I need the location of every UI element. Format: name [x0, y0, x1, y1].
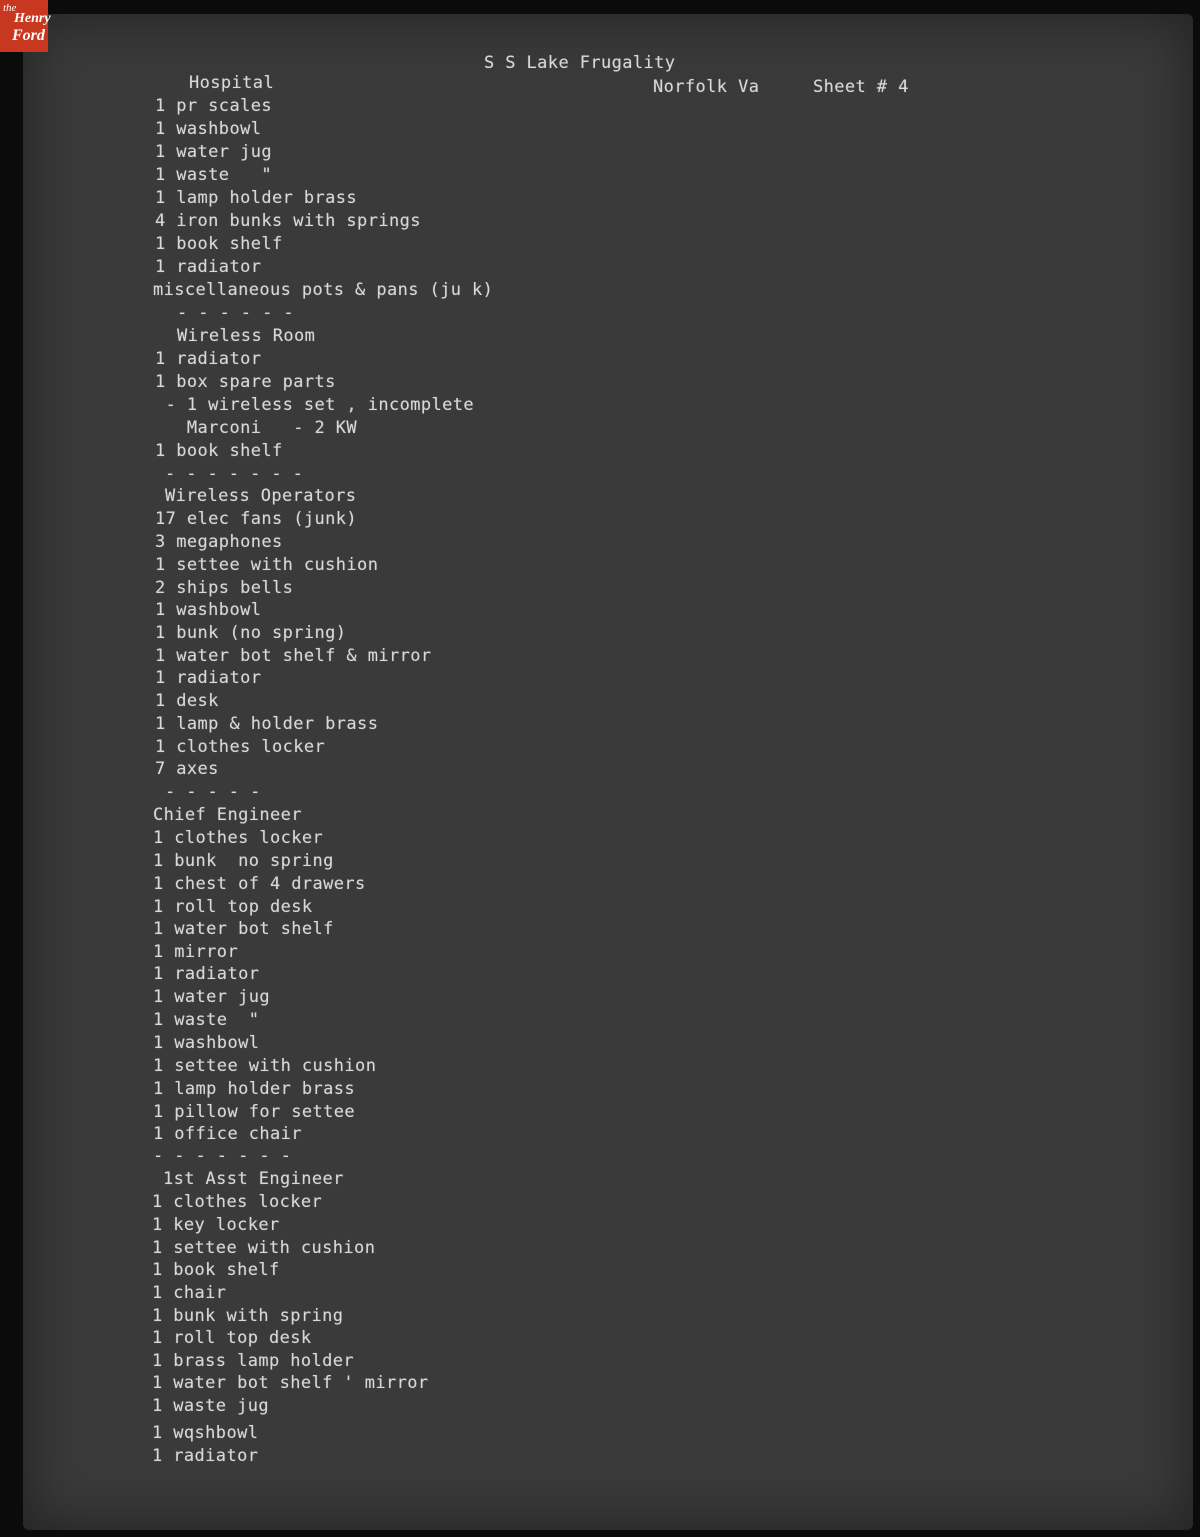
inventory-item: 1 waste " — [153, 1010, 260, 1030]
inventory-item: 1 radiator — [155, 257, 262, 277]
inventory-item: 1 washbowl — [153, 1033, 260, 1053]
inventory-item: 1 key locker — [152, 1215, 280, 1235]
inventory-item: 1 pr scales — [155, 96, 272, 116]
inventory-item: 1 washbowl — [155, 600, 262, 620]
inventory-item: 1 book shelf — [152, 1260, 280, 1280]
inventory-item: 1 bunk (no spring) — [155, 623, 347, 643]
inventory-item: 1 roll top desk — [153, 897, 313, 917]
section-heading: Wireless Room — [177, 326, 316, 346]
henry-ford-logo — [0, 0, 51, 52]
inventory-item: 1 chair — [152, 1283, 227, 1303]
inventory-item: 4 iron bunks with springs — [155, 211, 421, 231]
inventory-item: 1 clothes locker — [152, 1192, 323, 1212]
inventory-item: 1 water jug — [153, 987, 270, 1007]
inventory-item: 7 axes — [155, 759, 219, 779]
inventory-item: 1 water bot shelf ' mirror — [152, 1373, 429, 1393]
inventory-item: 1 bunk with spring — [152, 1306, 344, 1326]
inventory-item: 1 mirror — [153, 942, 239, 962]
inventory-item: 1 brass lamp holder — [152, 1351, 355, 1371]
inventory-item: 1 settee with cushion — [153, 1056, 377, 1076]
inventory-item: 1 pillow for settee — [153, 1102, 356, 1122]
inventory-item: 1 water bot shelf & mirror — [155, 646, 432, 666]
inventory-item: 1 box spare parts — [155, 372, 336, 392]
inventory-item: 1 radiator — [155, 668, 262, 688]
inventory-item: 1 water jug — [155, 142, 272, 162]
section-heading: Hospital — [189, 73, 275, 93]
section-divider: - - - - - - — [177, 303, 294, 323]
inventory-item: 1 wqshbowl — [152, 1423, 259, 1443]
section-divider: - - - - - - - — [165, 464, 304, 484]
inventory-item: 1 book shelf — [155, 441, 283, 461]
inventory-item: 1 settee with cushion — [155, 555, 379, 575]
inventory-item: 1 clothes locker — [153, 828, 324, 848]
section-heading: 1st Asst Engineer — [163, 1169, 344, 1189]
sheet-number: Sheet # 4 — [813, 77, 909, 97]
inventory-item: 1 radiator — [153, 964, 260, 984]
location-label: Norfolk Va — [653, 77, 760, 97]
inventory-item: 1 clothes locker — [155, 737, 326, 757]
inventory-item: 1 settee with cushion — [152, 1238, 376, 1258]
inventory-item: 1 waste jug — [152, 1396, 269, 1416]
inventory-item: 1 book shelf — [155, 234, 283, 254]
inventory-item: 1 radiator — [155, 349, 262, 369]
inventory-item: 1 radiator — [152, 1446, 259, 1466]
logo-henry: Henry — [14, 11, 51, 26]
inventory-item: 2 ships bells — [155, 578, 294, 598]
inventory-item: 1 lamp holder brass — [155, 188, 358, 208]
section-divider: - - - - - — [165, 782, 261, 802]
inventory-item: miscellaneous pots & pans (ju k) — [153, 280, 494, 300]
inventory-item: 1 office chair — [153, 1124, 302, 1144]
inventory-item: 1 lamp holder brass — [153, 1079, 356, 1099]
section-divider: - - - - - - - — [153, 1146, 292, 1166]
inventory-item: 1 water bot shelf — [153, 919, 334, 939]
inventory-item: 3 megaphones — [155, 532, 283, 552]
inventory-item: 1 waste " — [155, 165, 272, 185]
ship-name-title: S S Lake Frugality — [484, 53, 676, 73]
inventory-item: 1 washbowl — [155, 119, 262, 139]
inventory-item: Marconi - 2 KW — [155, 418, 358, 438]
inventory-item: 17 elec fans (junk) — [155, 509, 358, 529]
inventory-item: - 1 wireless set , incomplete — [155, 395, 475, 415]
logo-the: the — [3, 2, 17, 14]
section-heading: Chief Engineer — [153, 805, 302, 825]
inventory-item: 1 desk — [155, 691, 219, 711]
inventory-item: 1 roll top desk — [152, 1328, 312, 1348]
inventory-item: 1 bunk no spring — [153, 851, 334, 871]
section-heading: Wireless Operators — [165, 486, 357, 506]
inventory-item: 1 lamp & holder brass — [155, 714, 379, 734]
inventory-item: 1 chest of 4 drawers — [153, 874, 366, 894]
logo-ford: Ford — [12, 27, 45, 44]
